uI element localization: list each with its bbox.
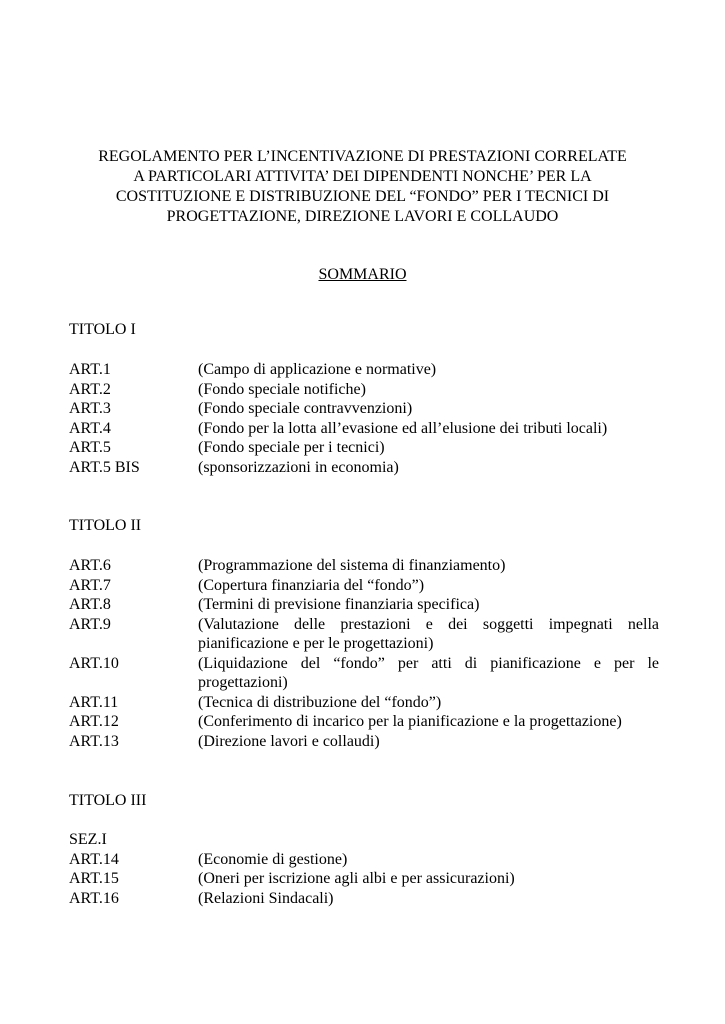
article-label: ART.8 xyxy=(69,596,111,613)
article-entry-7 xyxy=(69,576,659,596)
title-line-1: REGOLAMENTO PER L’INCENTIVAZIONE DI PRESTAZIONI CORRELATE xyxy=(98,148,627,165)
article-description: (Copertura finanziaria del “fondo”) xyxy=(198,576,425,594)
article-description: (Economie di gestione) xyxy=(198,850,348,868)
article-description-line: (Valutazione delle prestazioni e dei soggetti impegnati nella xyxy=(198,615,659,633)
article-description: (Fondo speciale contravvenzioni) xyxy=(198,400,413,417)
article-label: ART.3 xyxy=(69,400,111,417)
article-entry-9 xyxy=(69,615,659,654)
titolo-2-heading: TITOLO II xyxy=(69,517,142,534)
article-description: (sponsorizzazioni in economia) xyxy=(198,458,399,476)
article-entry-5-bis xyxy=(69,458,659,478)
article-description xyxy=(198,654,659,693)
article-description xyxy=(198,615,659,654)
article-description-line: pianificazione e per le progettazioni) xyxy=(198,635,434,652)
article-entry-11 xyxy=(69,693,659,713)
article-label: ART.11 xyxy=(69,693,119,711)
titolo-1-heading: TITOLO I xyxy=(69,321,136,338)
article-label: ART.4 xyxy=(69,419,111,437)
title-line-2: A PARTICOLARI ATTIVITA’ DEI DIPENDENTI NONCHE’ PER LA xyxy=(133,168,592,185)
article-entry-5 xyxy=(69,438,659,458)
section-heading: SEZ.I xyxy=(69,831,107,848)
article-description: (Direzione lavori e collaudi) xyxy=(198,732,380,750)
article-entry-14 xyxy=(69,850,659,870)
article-label: ART.9 xyxy=(69,615,111,633)
article-description: (Fondo speciale notifiche) xyxy=(198,380,366,398)
article-label: ART.12 xyxy=(69,713,119,730)
article-description-line: progettazioni) xyxy=(198,674,288,691)
titolo-1-article-list xyxy=(69,360,659,477)
article-description: (Tecnica di distribuzione del “fondo”) xyxy=(198,693,442,711)
article-description: (Fondo speciale per i tecnici) xyxy=(198,439,385,456)
article-entry-13 xyxy=(69,732,659,752)
article-label: ART.7 xyxy=(69,576,111,594)
article-label: ART.2 xyxy=(69,380,111,398)
article-label: ART.5 xyxy=(69,439,111,456)
article-entry-2 xyxy=(69,380,659,400)
titolo-2-article-list xyxy=(69,556,659,751)
article-entry-15 xyxy=(69,869,659,889)
article-label: ART.6 xyxy=(69,557,111,574)
title-line-4: PROGETTAZIONE, DIREZIONE LAVORI E COLLAUDO xyxy=(166,208,559,225)
article-entry-8 xyxy=(69,595,659,615)
article-description: (Campo di applicazione e normative) xyxy=(198,361,437,378)
article-entry-6 xyxy=(69,556,659,576)
article-description: (Programmazione del sistema di finanziamento) xyxy=(198,557,506,574)
article-description: (Relazioni Sindacali) xyxy=(198,889,334,907)
title-line-3: COSTITUZIONE E DISTRIBUZIONE DEL “FONDO” PER I TECNICI DI xyxy=(115,188,610,205)
titolo-1-heading-block xyxy=(69,320,659,340)
article-entry-4 xyxy=(69,419,659,439)
article-label: ART.1 xyxy=(69,361,111,378)
article-label: ART.5 BIS xyxy=(69,458,140,476)
document-title xyxy=(60,147,665,227)
article-label: ART.13 xyxy=(69,732,119,750)
titolo-3-heading: TITOLO III xyxy=(69,792,147,809)
article-label: ART.10 xyxy=(69,654,119,672)
article-entry-1 xyxy=(69,360,659,380)
article-label: ART.16 xyxy=(69,889,119,907)
article-entry-10 xyxy=(69,654,659,693)
titolo-2-heading-block xyxy=(69,516,659,536)
article-description: (Fondo per la lotta all’evasione ed all’elusione dei tributi locali) xyxy=(198,419,608,437)
titolo-3-article-list xyxy=(69,830,659,908)
article-description-line: (Liquidazione del “fondo” per atti di pianificazione e per le xyxy=(198,654,659,672)
article-description: (Conferimento di incarico per la pianificazione e la progettazione) xyxy=(198,713,622,730)
article-description: (Oneri per iscrizione agli albi e per assicurazioni) xyxy=(198,870,515,887)
article-entry-12 xyxy=(69,712,659,732)
article-entry-16 xyxy=(69,889,659,909)
article-entry-3 xyxy=(69,399,659,419)
article-description: (Termini di previsione finanziaria specifica) xyxy=(198,596,480,613)
titolo-3-heading-block xyxy=(69,791,659,811)
article-label: ART.15 xyxy=(69,870,119,887)
summary-heading: SOMMARIO xyxy=(318,266,407,283)
article-label: ART.14 xyxy=(69,850,119,868)
